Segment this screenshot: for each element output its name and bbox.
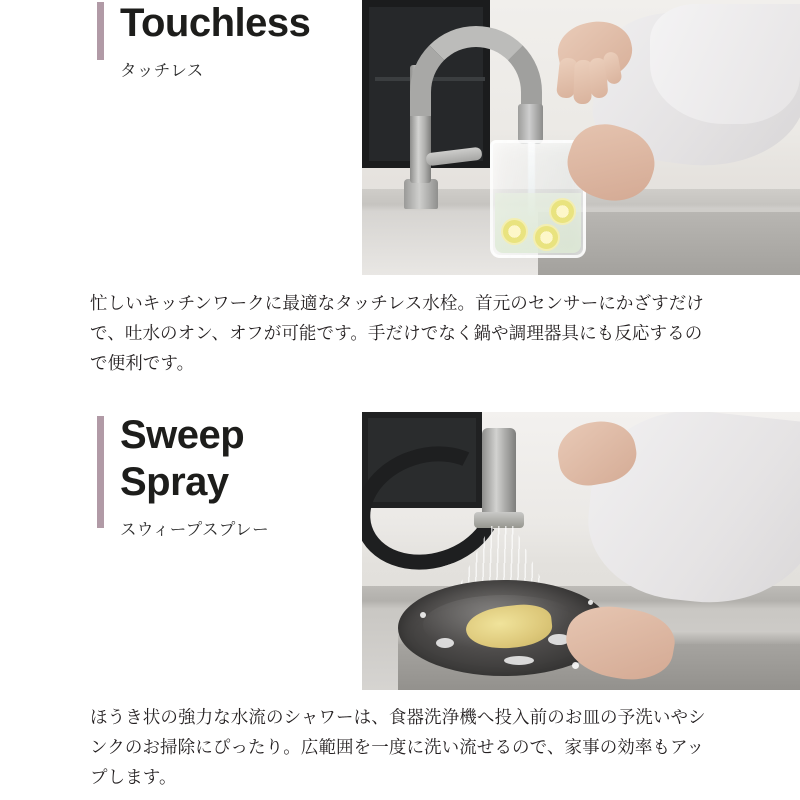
water-droplet — [420, 612, 426, 618]
touchless-faucet-photo — [362, 0, 800, 275]
sweep-spray-title-ja: スウィープスプレー — [120, 521, 269, 540]
accent-bar-sweep-spray — [97, 416, 104, 528]
faucet-base — [404, 179, 438, 209]
water-splash — [436, 638, 454, 648]
water-droplet — [588, 600, 593, 605]
sweep-spray-header — [0, 412, 800, 692]
sweep-spray-title-en-line1: Sweep — [120, 413, 245, 457]
spray-head — [482, 428, 516, 516]
sweep-spray-title-en-line2: Spray — [120, 460, 229, 505]
touchless-title-ja: タッチレス — [120, 62, 204, 81]
faucet-spout-head — [518, 104, 543, 144]
lemon-slice — [501, 218, 528, 245]
lemon-slice — [549, 198, 576, 225]
sweep-spray-photo — [362, 412, 800, 690]
spray-nozzle-face — [474, 512, 524, 528]
accent-bar-touchless — [97, 2, 104, 60]
sweep-spray-title-wrap — [120, 412, 269, 540]
water-droplet — [572, 662, 579, 669]
touchless-title-wrap — [120, 0, 310, 81]
sweep-spray-body-text: ほうき状の強力な水流のシャワーは、食器洗浄機へ投入前のお皿の予洗いやシンクのお掃除にぴったり。広範囲を一度に洗い流せるので、家事の効率もアップします。 — [90, 707, 706, 788]
feature-sweep-spray — [0, 412, 800, 788]
person-sleeve — [650, 4, 800, 124]
water-splash — [504, 656, 534, 665]
lemon-slice — [533, 224, 560, 251]
touchless-header — [0, 0, 800, 280]
touchless-body-text: 忙しいキッチンワークに最適なタッチレス水栓。首元のセンサーにかざすだけで、吐水のオン、オフが可能です。手だけでなく鍋や調理器具にも反応するので便利です。 — [90, 293, 704, 374]
feature-touchless — [0, 0, 800, 374]
touchless-title-en: Touchless — [120, 1, 311, 45]
